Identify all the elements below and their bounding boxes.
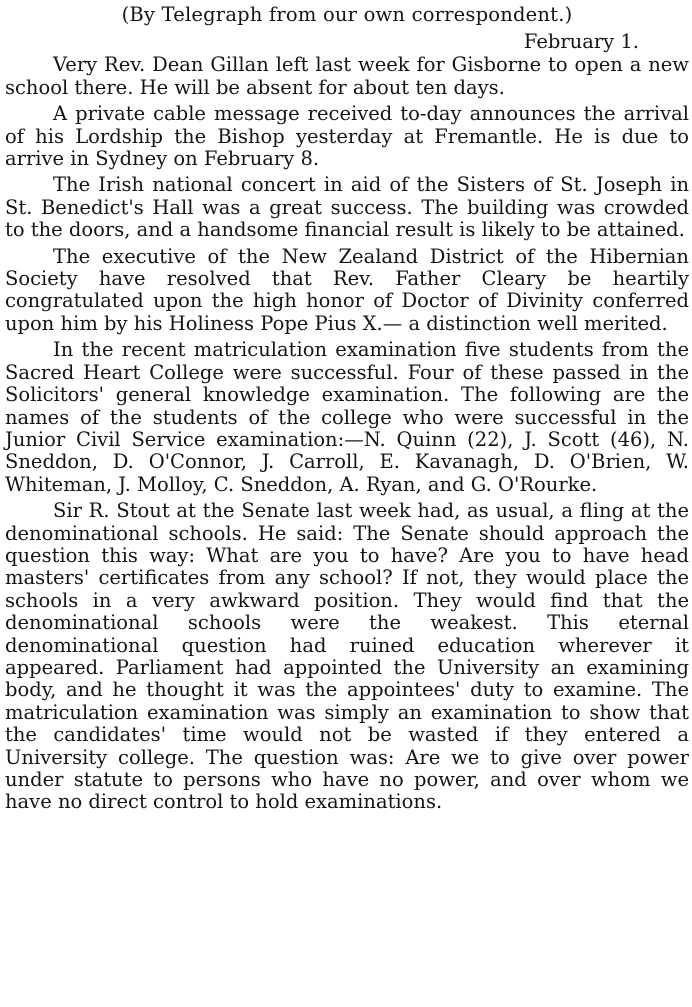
article-date: February 1.: [523, 30, 639, 54]
paragraph-dean-gillan: Very Rev. Dean Gillan left last week for Gisborne to open a new school there. He will be absent for about ten days.: [5, 53, 689, 99]
paragraph-bishop-arrival: A private cable message received to-day announces the arrival of his Lordship the Bishop yesterday at Fremantle. He is due to arrive in Sydney on February 8.: [5, 102, 689, 171]
paragraph-hibernian-society: The executive of the New Zealand District of the Hibernian Society have resolved that Rev. Father Cleary be heartily congratulated upon the high honor of Doctor of Divinity conferred upon him by his Holiness Pope Pius X.— a distinction well merited.: [5, 244, 689, 335]
dateline: (By Telegraph from our own correspondent.): [121, 3, 573, 26]
paragraph-senate-stout: Sir R. Stout at the Senate last week had, as usual, a fling at the denominational schools. He said: The Senate should approach the question this way: What are you to have? Are you to have head masters' certificates from any school? If not, they would place the schools in a very awkward position. They would find that the denominational schools were the weakest. This eternal denominational question had ruined education wherever it appeared. Parliament had appointed the University an examining body, and he thought it was the appointees' duty to examine. The matriculation examination was simply an examination to show that the candidates' time would not be wasted if they entered a University college. The question was: Are we to give over power under statute to persons who have no power, and over whom we have no direct control to hold examinations.: [5, 499, 689, 814]
paragraph-irish-concert: The Irish national concert in aid of the Sisters of St. Joseph in St. Benedict's Hall was a great success. The building was crowded to the doors, and a handsome financial result is likely to be attained.: [5, 173, 689, 242]
paragraph-matriculation-results: In the recent matriculation examination five students from the Sacred Heart College were successful. Four of these passed in the Solicitors' general knowledge examination. The following are the names of the students of the college who were successful in the Junior Civil Service examination:—N. Quinn (22), J. Scott (46), N. Sneddon, D. O'Connor, J. Carroll, E. Kavanagh, D. O'Brien, W. Whiteman, J. Molloy, C. Sneddon, A. Ryan, and G. O'Rourke.: [5, 338, 689, 496]
